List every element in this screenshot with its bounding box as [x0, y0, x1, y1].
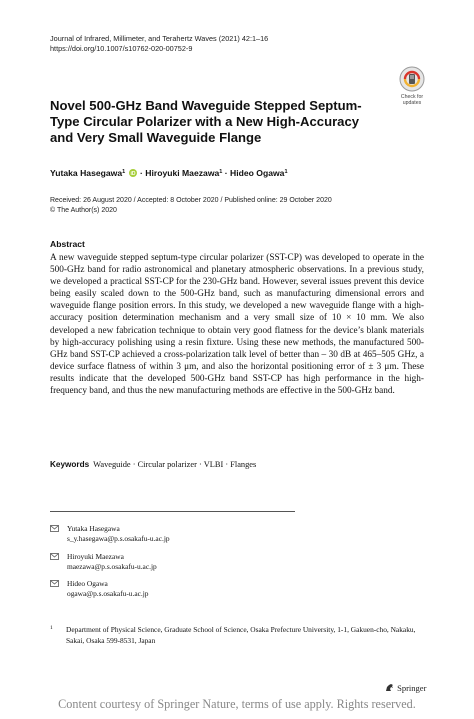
author-separator: ·	[139, 168, 143, 178]
check-for-updates-line2: updates	[402, 100, 422, 106]
contact-entry	[50, 552, 157, 572]
contact-entry	[50, 524, 170, 544]
envelope-icon	[50, 525, 59, 532]
affiliation	[50, 625, 420, 646]
journal-header	[50, 34, 268, 54]
author-affiliation-marker: 1	[219, 169, 223, 175]
author-name[interactable]: Hideo Ogawa	[230, 168, 285, 178]
contact-email[interactable]: maezawa@p.s.osakafu-u.ac.jp	[67, 562, 157, 571]
contact-email[interactable]: ogawa@p.s.osakafu-u.ac.jp	[67, 589, 149, 598]
check-for-updates-line1: Check for	[400, 94, 424, 100]
orcid-icon[interactable]	[129, 168, 137, 176]
contact-entry	[50, 579, 149, 599]
affiliation-text: Department of Physical Science, Graduate School of Science, Osaka Prefecture University, 1-1, Gakuen-cho, Nakaku, Sakai, Osaka 599-8531, Japan	[66, 625, 416, 645]
keywords-text: Waveguide · Circular polarizer · VLBI · Flanges	[93, 460, 257, 469]
publisher-logo	[385, 683, 426, 693]
author-list	[50, 166, 288, 179]
copyright-notice: © The Author(s) 2020	[50, 207, 117, 214]
svg-text:iD: iD	[130, 171, 136, 177]
author-name[interactable]: Hiroyuki Maezawa	[145, 168, 220, 178]
author-name[interactable]: Yutaka Hasegawa	[50, 168, 123, 178]
author-separator: ·	[224, 168, 228, 178]
contact-name: Yutaka Hasegawa	[67, 524, 120, 533]
author-affiliation-marker: 1	[284, 169, 288, 175]
affiliation-number: 1	[50, 625, 53, 631]
keywords	[50, 459, 256, 471]
paper-title: Novel 500-GHz Band Waveguide Stepped Septum-Type Circular Polarizer with a New High-Accuracy and Very Small Waveguide Flange	[50, 98, 362, 145]
contact-email[interactable]: s_y.hasegawa@p.s.osakafu-u.ac.jp	[67, 534, 170, 543]
check-for-updates-icon	[399, 66, 425, 92]
contact-name: Hideo Ogawa	[67, 579, 108, 588]
envelope-icon	[50, 553, 59, 560]
journal-citation: Journal of Infrared, Millimeter, and Terahertz Waves (2021) 42:1–16	[50, 34, 269, 43]
publication-history	[50, 196, 332, 216]
doi-link[interactable]: https://doi.org/10.1007/s10762-020-00752-9	[50, 44, 193, 53]
footnote-divider	[50, 511, 295, 512]
check-for-updates-badge[interactable]	[389, 66, 435, 106]
envelope-icon	[50, 580, 59, 587]
springer-horse-icon	[385, 683, 395, 692]
received-dates: Received: 26 August 2020 / Accepted: 8 October 2020 / Published online: 29 October 2020	[50, 197, 332, 204]
abstract-text: A new waveguide stepped septum-type circular polarizer (SST-CP) was developed to operate in the 500-GHz band for radio astronomical and planetary atmospheric observations. In a previous study, we developed a practical SST-CP for the 230-GHz band. However, several issues prevent this device being easily scaled down to the 500-GHz band, such as manufacturing dimensional errors and waveguide flange position errors. In this study, we developed a new waveguide flange with a high-accuracy position determination mechanism and a very small size of 10 × 10 mm. We also developed a new fabrication technique to obtain very good flatness for the device’s blank materials by high-accuracy polishing using a resin fixture. Using these new methods, the manufactured 500-GHz band SST-CP achieved a cross-polarization talk level of better than – 30 dB at 465–505 GHz, a device surface flatness of within 3 μm, and also the horizontal positioning error of ± 3 μm. These results indicate that the developed 500-GHz band SST-CP has high performance in the high-frequency band, and thus the new manufacturing methods are effective in the 500-GHz band.	[50, 253, 424, 397]
abstract-heading: Abstract	[50, 239, 85, 249]
keywords-label: Keywords	[50, 460, 90, 469]
contact-name: Hiroyuki Maezawa	[67, 552, 124, 561]
author-affiliation-marker: 1	[122, 169, 126, 175]
publisher-name: Springer	[397, 683, 427, 693]
courtesy-footer: Content courtesy of Springer Nature, terms of use apply. Rights reserved.	[58, 697, 416, 711]
